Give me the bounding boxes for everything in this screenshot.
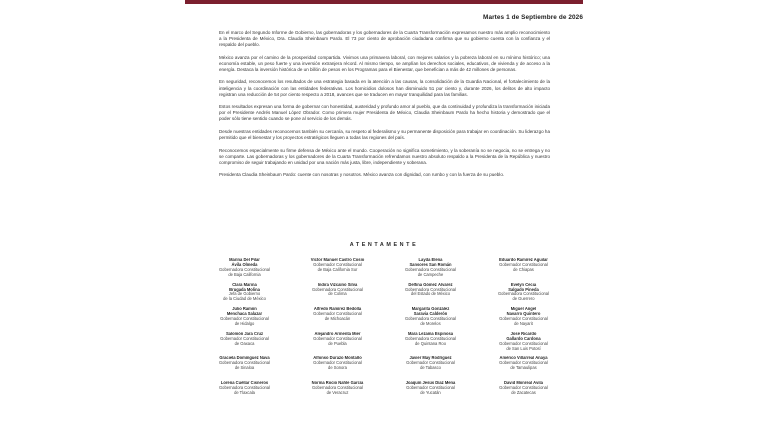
signatory-name: Víctor Manuel Castro Cosío xyxy=(310,258,365,262)
signatory-name: Lorena Cuéllar Cisneros xyxy=(220,380,269,385)
paragraph: Presidenta Claudia Sheinbaum Pardo: cuente con nosotras y nosotros. México avanza con dignidad, con rumbo y con la fuerza de su pueblo. xyxy=(219,172,505,178)
signatory-title: Gobernador Constitucional de Tamaulipas xyxy=(499,360,548,371)
paragraph: En seguridad, reconocemos los resultados de una estrategia basada en la atención a las causas, la consolidación de la Guardia Nacional, el fortalecimiento de la inteligencia y la coordinación con las entidades federativas. Los homicidios dolosos han disminuido 51 por ciento y, durante 2026, los delitos de alto impacto registran una reducción de 54 por ciento respecto a 2018, avances que se traducen en mayor tranquilidad para las familias. xyxy=(219,79,550,97)
signatory-title: Gobernadora Constitucional de Morelos xyxy=(405,316,456,326)
signatory-name: Salomón Jara Cruz xyxy=(225,331,264,336)
signatory-name: Eduardo Ramírez Aguilar xyxy=(499,258,548,262)
signatory-title: Gobernadora Constitucional de Guerrero xyxy=(498,291,549,302)
header-accent-bar xyxy=(185,0,583,4)
signatory-block xyxy=(384,332,477,357)
signatory-block xyxy=(477,258,570,283)
signatory-name: Alfonso Durazo Montaño xyxy=(313,356,362,361)
signatory-name: Layda Elena Sansores San Román xyxy=(409,258,452,267)
signatory-title: Gobernadora Constitucional de Sinaloa xyxy=(219,360,270,371)
signatory-title: Gobernador Constitucional de Oaxaca xyxy=(220,335,269,346)
signatory-block xyxy=(384,258,477,283)
paragraph: En el marco del Segundo Informe de Gobierno, las gobernadoras y los gobernadores de la Cuarta Transformación expresamos nuestro más amplio reconocimiento a la Presidenta de México, Dra. Claudia Sheinbaum Pardo. El 73 por ciento de aprobación ciudadana confirma que su gobierno cuenta con la confianza y el respaldo del pueblo. xyxy=(219,30,550,48)
signatory-block xyxy=(384,356,477,381)
signatory-title: Gobernador Constitucional de Yucatán xyxy=(406,384,455,395)
paragraph: Estos resultados expresan una forma de gobernar con honestidad, austeridad y profundo amor al pueblo, que da continuidad y profundiza la transformación iniciada por el Presidente Andrés Manuel López Obrador. Como primera mujer Presidenta de México, Claudia Sheinbaum Pardo ha hecho historia y demostrado que el poder sólo tiene sentido cuando se pone al servicio de los demás. xyxy=(219,104,550,122)
signatory-name: Delfina Gómez Álvarez xyxy=(408,282,453,287)
signatory-title: Gobernadora Constitucional de Campeche xyxy=(405,266,456,277)
signatory-title: Gobernadora Constitucional de Tlaxcala xyxy=(219,384,270,395)
paragraph: Desde nuestras entidades reconocemos también su cercanía, su respeto al federalismo y su permanente disposición para trabajar en coordinación. Su liderazgo ha permitido que el bienestar y los proyectos estratégicos lleguen a todas las regiones del país. xyxy=(219,128,550,140)
signatory-block xyxy=(291,356,384,381)
signatory-block xyxy=(198,356,291,381)
signatory-name: Norma Rocío Nahle García xyxy=(311,380,364,385)
signatory-block xyxy=(477,356,570,381)
closing-salutation: ATENTAMENTE xyxy=(349,242,419,248)
signatory-title: Gobernador Constitucional de Baja California Sur xyxy=(313,261,362,272)
signatory-title: Gobernadora Constitucional de Veracruz xyxy=(312,384,363,395)
signatory-block xyxy=(477,332,570,357)
signatory-title: Gobernador Constitucional de San Luis Potosí xyxy=(499,340,548,351)
paragraph: México avanza por el camino de la prosperidad compartida. Vivimos una primavera laboral, con mejores salarios y la pobreza laboral en su mínimo histórico; una economía estable, un peso fuerte y una inversión extranjera récord. Al mismo tiempo, se amplían los derechos sociales, educativos, de vivienda y de acceso a la energía. Destaca la inversión histórica de un billón de pesos en los Programas para el Bienestar, que benefician a más de 42 millones de personas. xyxy=(219,54,550,72)
signatory-block xyxy=(477,307,570,332)
signatory-block xyxy=(384,381,477,406)
signatory-block xyxy=(384,283,477,308)
signatory-block xyxy=(198,332,291,357)
paragraph: Reconocemos especialmente su firme defensa de México ante el mundo. Cooperación no significa sometimiento, y la soberanía no se negocia, no se entrega y no se comparte. Las gobernadoras y los gobernadores de la Cuarta Transformación refrendamos nuestro absoluto respaldo a la Presidenta de la República y nuestro compromiso de seguir trabajando en unidad por una nación más justa, libre, independiente y soberana. xyxy=(219,147,550,165)
signatory-block xyxy=(198,258,291,283)
signatory-title: Gobernadora Constitucional de Baja California xyxy=(219,266,270,277)
signatory-name: David Monreal Ávila xyxy=(504,380,543,385)
signatory-block xyxy=(291,258,384,283)
signatory-title: Gobernador Constitucional de Hidalgo xyxy=(220,316,269,326)
signatory-block xyxy=(291,332,384,357)
signatories-grid xyxy=(198,258,570,432)
signatory-title: Gobernador Constitucional de Puebla xyxy=(313,335,362,346)
signatory-block xyxy=(291,307,384,332)
signatory-name: Javier May Rodríguez xyxy=(409,356,452,361)
signatory-block xyxy=(477,381,570,406)
signatory-name: Evelyn Cecia Salgado Pineda xyxy=(508,282,539,292)
signatory-name: Clara Marina Brugada Molina xyxy=(229,282,260,292)
letter-date: Martes 1 de Septiembre de 2026 xyxy=(483,14,583,21)
signatory-block xyxy=(291,283,384,308)
letter-body xyxy=(219,30,550,185)
signatory-name: Joaquín Jesús Díaz Mena xyxy=(405,380,456,385)
signatory-title: Gobernador Constitucional de Sonora xyxy=(313,360,362,371)
signatory-title: Gobernador Constitucional de Tabasco xyxy=(406,360,455,371)
signatory-block xyxy=(291,381,384,406)
signatory-title: Gobernadora Constitucional del Estado de México xyxy=(405,286,456,297)
signatory-block xyxy=(198,307,291,332)
signatory-block xyxy=(384,307,477,332)
signatory-block xyxy=(198,381,291,406)
signatory-name: Miguel Ángel Navarro Quintero xyxy=(506,307,541,317)
signatory-name: Margarita González Saravia Calderón xyxy=(411,307,450,317)
signatory-title: Gobernadora Constitucional de Colima xyxy=(312,286,363,297)
signatory-name: Américo Villarreal Anaya xyxy=(499,356,548,361)
signatory-name: José Ricardo Gallardo Cardona xyxy=(506,331,541,341)
signatory-title: Gobernador Constitucional de Chiapas xyxy=(499,261,548,272)
signatory-name: Alejandro Armenta Mier xyxy=(314,331,361,336)
signatory-name: Graciela Domínguez Nava xyxy=(219,356,270,361)
signatory-name: Julio Ramón Menchaca Salazar xyxy=(226,307,263,317)
signatory-name: Indira Vizcaíno Silva xyxy=(317,282,358,287)
signatory-title: Gobernador Constitucional de Nayarit xyxy=(499,316,548,326)
signatory-title: Jefa de Gobierno de la Ciudad de México xyxy=(223,291,266,302)
signatory-name: Marina Del Pilar Ávila Olmeda xyxy=(229,258,260,267)
signatory-title: Gobernador Constitucional de Zacatecas xyxy=(499,384,548,395)
signatory-name: Alfredo Ramírez Bedolla xyxy=(313,307,362,312)
signatory-title: Gobernadora Constitucional de Quintana Roo xyxy=(405,335,456,346)
signatory-name: Mara Lezama Espinosa xyxy=(407,331,454,336)
signatory-title: Gobernador Constitucional de Michoacán xyxy=(313,311,362,321)
signatory-block xyxy=(477,283,570,308)
signatory-block xyxy=(198,283,291,308)
